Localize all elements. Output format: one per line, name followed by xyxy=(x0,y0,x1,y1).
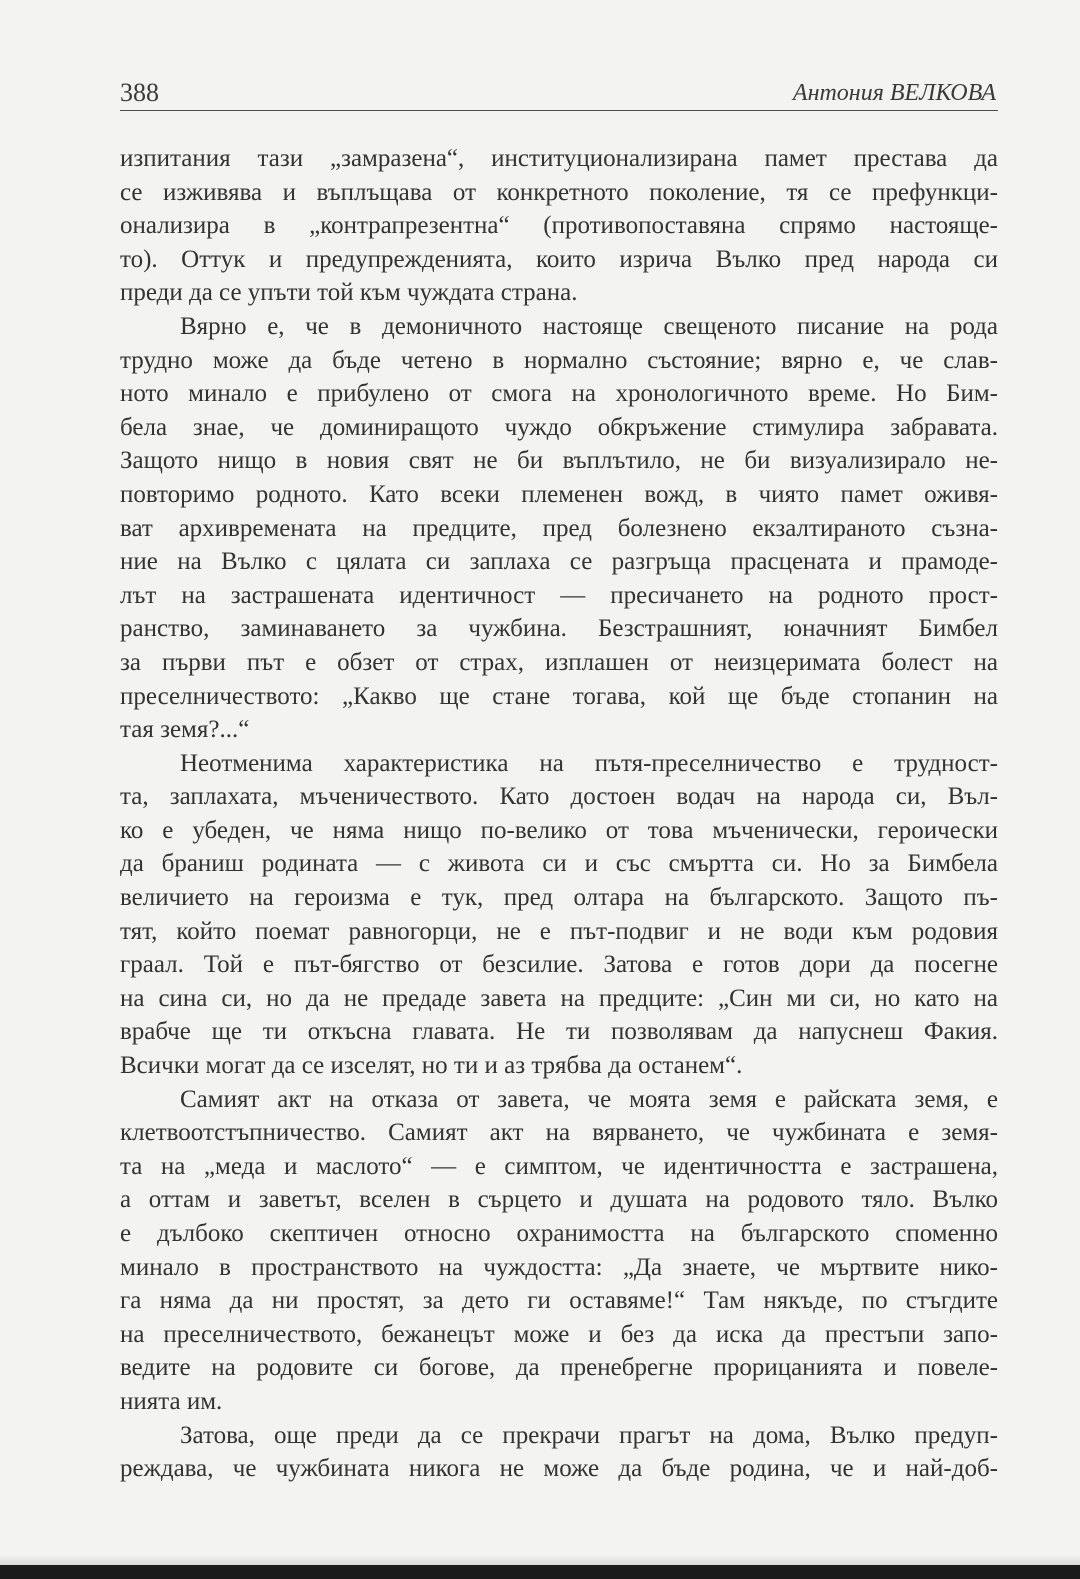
text-line: преселничеството: „Какво ще стане тогава, кой ще бъде стопанин на xyxy=(120,682,998,710)
text-line: изпитания тази „замразена“, институционализирана памет престава да xyxy=(120,145,998,172)
text-line: ното минало е прибулено от смога на хронологичното време. Но Бим- xyxy=(120,380,998,408)
text-line: преди да се упъти той към чуждата страна. xyxy=(120,279,578,307)
page-header xyxy=(120,76,998,111)
text-line: за първи път е обзет от страх, изплашен от неизцеримата болест на xyxy=(120,648,998,676)
text-line: повторимо родното. Като всеки племенен вожд, в чиято памет оживя- xyxy=(120,480,998,508)
text-line: трудно може да бъде четено в нормално състояние; вярно е, че слав- xyxy=(120,346,998,374)
running-head-author: Антония ВЕЛКОВА xyxy=(792,80,996,106)
text-line: то). Оттук и предупрежденията, които изрича Вълко пред народа си xyxy=(120,245,998,273)
text-line: Вярно е, че в демоничното настояще свещеното писание на рода xyxy=(180,312,998,340)
text-line: реждава, че чужбината никога не може да бъде родина, че и най-доб- xyxy=(120,1455,998,1483)
text-line: тая земя?...“ xyxy=(120,716,250,744)
paragraph xyxy=(120,142,998,310)
text-line: ват архивремената на предците, пред болезнено екзалтираното съзна- xyxy=(120,514,998,542)
text-line: да браниш родината — с живота си и със смъртта си. Но за Бимбела xyxy=(120,850,998,878)
paragraph xyxy=(120,1083,998,1419)
text-line: онализира в „контрапрезентна“ (противопоставяна спрямо настояще- xyxy=(120,212,998,240)
text-line: Защото нищо в новия свят не би въплътило, не би визуализирало не- xyxy=(120,447,998,475)
text-line: се изживява и въплъщава от конкретното поколение, тя се префункци- xyxy=(120,178,998,206)
text-line: ведите на родовите си богове, да пренебрегне прорицанията и повеле- xyxy=(120,1354,998,1382)
text-line: Затова, още преди да се прекрачи прагът на дома, Вълко предуп- xyxy=(180,1421,998,1449)
paragraph xyxy=(120,747,998,1083)
text-line: Самият акт на отказа от завета, че моята земя е райската земя, е xyxy=(180,1085,998,1113)
page-bottom-shadow xyxy=(0,1555,1080,1565)
body-text xyxy=(120,142,998,1486)
text-line: е дълбоко скептичен относно охранимостта на българското споменно xyxy=(120,1220,998,1247)
text-line: граал. Той е път-бягство от безсилие. Затова е готов дори да посегне xyxy=(120,951,998,979)
text-line: лът на застрашената идентичност — пресичането на родното прост- xyxy=(120,581,998,609)
paragraph xyxy=(120,1419,998,1486)
paragraph xyxy=(120,310,998,747)
text-line: Всички могат да се изселят, но ти и аз трябва да останем“. xyxy=(120,1052,743,1080)
text-line: тят, който поемат равногорци, не е път-подвиг и не води към родовия xyxy=(120,917,998,945)
text-line: величието на героизма е тук, пред олтара на българското. Защото пъ- xyxy=(120,884,998,912)
text-line: та на „меда и маслото“ — е симптом, че идентичността е застрашена, xyxy=(120,1152,998,1180)
text-line: та, заплахата, мъченичеството. Като достоен водач на народа си, Въл- xyxy=(120,783,998,811)
page-number: 388 xyxy=(120,78,159,107)
scan-bottom-edge xyxy=(0,1565,1080,1579)
text-line: минало в пространството на чуждостта: „Да знаете, че мъртвите нико- xyxy=(120,1253,998,1281)
text-line: бела знае, че доминиращото чуждо обкръжение стимулира забравата. xyxy=(120,413,998,441)
text-line: а оттам и заветът, вселен в сърцето и душата на родовото тяло. Вълко xyxy=(120,1186,998,1214)
text-line: врабче ще ти откъсна главата. Не ти позволявам да напуснеш Факия. xyxy=(120,1018,998,1046)
text-line: ранство, заминаването за чужбина. Безстрашният, юначният Бимбел xyxy=(120,615,998,643)
text-line: га няма да ни простят, за дето ги оставяме!“ Там някъде, по стъгдите xyxy=(120,1287,998,1315)
text-line: на преселничеството, бежанецът може и без да иска да престъпи запо- xyxy=(120,1320,998,1348)
text-line: ние на Вълко с цялата си заплаха се разгръща прасцената и прамоде- xyxy=(120,548,998,576)
text-line: Неотменима характеристика на пътя-преселничество е трудност- xyxy=(180,749,998,777)
text-line: на сина си, но да не предаде завета на предците: „Син ми си, но като на xyxy=(120,984,998,1012)
text-line: клетвоотстъпничество. Самият акт на вярването, че чужбината е земя- xyxy=(120,1119,998,1147)
text-line: нията им. xyxy=(120,1387,223,1415)
text-line: ко е убеден, че няма нищо по-велико от това мъченически, героически xyxy=(120,816,998,844)
